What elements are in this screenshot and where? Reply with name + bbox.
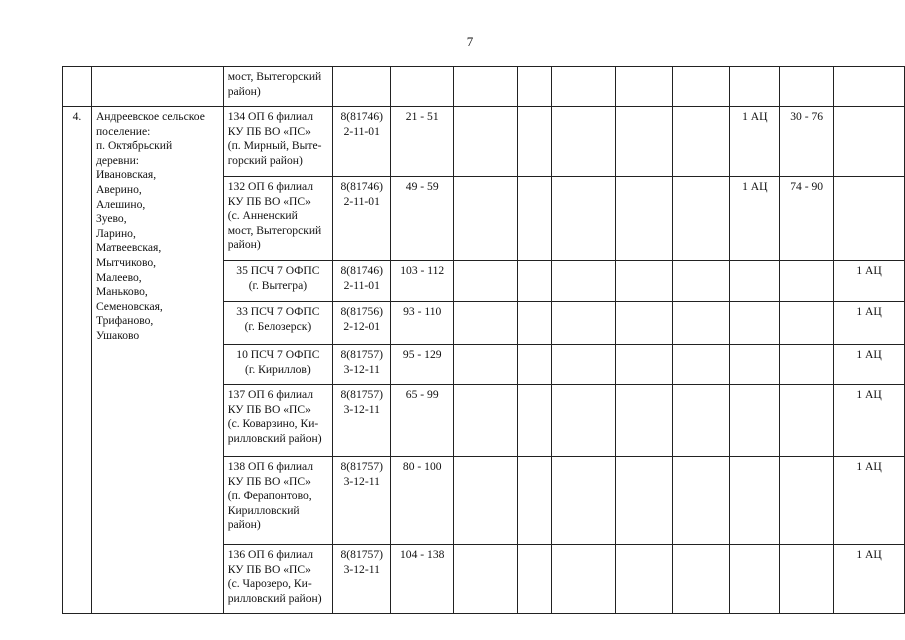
ac-cell [730,545,780,614]
ac-cell [730,261,780,302]
phone-cell [333,67,391,107]
phone-cell: 8(81757) 3-12-11 [333,385,391,457]
empty-cell [517,177,551,261]
unit-cell: 33 ПСЧ 7 ОФПС (г. Белозерск) [223,302,332,345]
empty-cell [454,177,518,261]
ac-cell: 1 АЦ [834,385,905,457]
ac-cell: 1 АЦ [834,261,905,302]
ac-time-cell [780,545,834,614]
ac-time-cell [780,345,834,385]
phone-cell: 8(81746) 2-11-01 [333,107,391,177]
ac-cell: 1 АЦ [730,107,780,177]
unit-cell: 138 ОП 6 филиал КУ ПБ ВО «ПС» (п. Ферапонтово, Кирилловский район) [223,457,332,545]
ac-cell: 1 АЦ [834,457,905,545]
empty-cell [551,345,616,385]
ac-cell: 1 АЦ [834,302,905,345]
empty-cell [616,67,673,107]
phone-cell: 8(81757) 3-12-11 [333,457,391,545]
ac-cell [730,385,780,457]
phone-cell: 8(81746) 2-11-01 [333,261,391,302]
empty-cell [551,67,616,107]
empty-cell [672,302,729,345]
ac-time-cell: 74 - 90 [780,177,834,261]
phone-cell: 8(81746) 2-11-01 [333,177,391,261]
ac-time-cell [780,302,834,345]
time-cell: 104 - 138 [391,545,454,614]
empty-cell [616,385,673,457]
unit-cell: 136 ОП 6 филиал КУ ПБ ВО «ПС» (с. Чарозеро, Ки- рилловский район) [223,545,332,614]
ac-time-cell [780,457,834,545]
table-row [63,107,905,177]
settlement-cell: Андреевское сельское поселение: п. Октябрьский деревни: Ивановская, Аверино, Алешино, Зуево, Ларино, Матвеевская, Мытчиково, Малеево, Маньково, Семеновская, Трифаново, Ушаково [91,107,223,614]
empty-cell [616,345,673,385]
ac-cell [834,177,905,261]
page-number: 7 [466,34,474,49]
time-cell: 93 - 110 [391,302,454,345]
unit-cell: 132 ОП 6 филиал КУ ПБ ВО «ПС» (с. Анненский мост, Вытегорский район) [223,177,332,261]
empty-cell [454,302,518,345]
empty-cell [454,67,518,107]
empty-cell [454,545,518,614]
empty-cell [517,345,551,385]
empty-cell [672,457,729,545]
empty-cell [672,261,729,302]
unit-cell: мост, Вытегорский район) [223,67,332,107]
phone-cell: 8(81757) 3-12-11 [333,345,391,385]
ac-cell: 1 АЦ [834,545,905,614]
empty-cell [551,177,616,261]
ac-cell [730,345,780,385]
empty-cell [672,345,729,385]
empty-cell [672,545,729,614]
time-cell: 103 - 112 [391,261,454,302]
empty-cell [517,302,551,345]
empty-cell [517,545,551,614]
time-cell: 95 - 129 [391,345,454,385]
empty-cell [517,457,551,545]
table-row [63,67,905,107]
empty-cell [616,545,673,614]
empty-cell [454,385,518,457]
time-cell: 21 - 51 [391,107,454,177]
empty-cell [517,385,551,457]
empty-cell [551,385,616,457]
empty-cell [616,177,673,261]
empty-cell [730,67,780,107]
ac-time-cell [780,261,834,302]
empty-cell [454,457,518,545]
empty-cell [616,302,673,345]
empty-cell [551,107,616,177]
empty-cell [454,261,518,302]
time-cell [391,67,454,107]
empty-cell [517,261,551,302]
empty-cell [454,345,518,385]
unit-cell: 35 ПСЧ 7 ОФПС (г. Вытегра) [223,261,332,302]
empty-cell [834,67,905,107]
unit-cell: 137 ОП 6 филиал КУ ПБ ВО «ПС» (с. Коварзино, Ки- рилловский район) [223,385,332,457]
empty-cell [780,67,834,107]
ac-time-cell: 30 - 76 [780,107,834,177]
empty-cell [672,385,729,457]
empty-cell [616,261,673,302]
ac-cell [730,457,780,545]
ac-time-cell [780,385,834,457]
empty-cell [517,107,551,177]
empty-cell [551,457,616,545]
time-cell: 49 - 59 [391,177,454,261]
empty-cell [551,545,616,614]
empty-cell [672,177,729,261]
time-cell: 65 - 99 [391,385,454,457]
empty-cell [616,457,673,545]
empty-cell [551,261,616,302]
time-cell: 80 - 100 [391,457,454,545]
empty-cell [551,302,616,345]
fire-departure-table [62,66,905,614]
ac-cell [730,302,780,345]
ac-cell: 1 АЦ [834,345,905,385]
unit-cell: 10 ПСЧ 7 ОФПС (г. Кириллов) [223,345,332,385]
empty-cell [616,107,673,177]
phone-cell: 8(81757) 3-12-11 [333,545,391,614]
empty-cell [672,67,729,107]
empty-cell [517,67,551,107]
row-number [63,67,92,107]
settlement-cell [91,67,223,107]
ac-cell [834,107,905,177]
phone-cell: 8(81756) 2-12-01 [333,302,391,345]
empty-cell [672,107,729,177]
unit-cell: 134 ОП 6 филиал КУ ПБ ВО «ПС» (п. Мирный, Выте- горский район) [223,107,332,177]
empty-cell [454,107,518,177]
row-number: 4. [63,107,92,614]
ac-cell: 1 АЦ [730,177,780,261]
